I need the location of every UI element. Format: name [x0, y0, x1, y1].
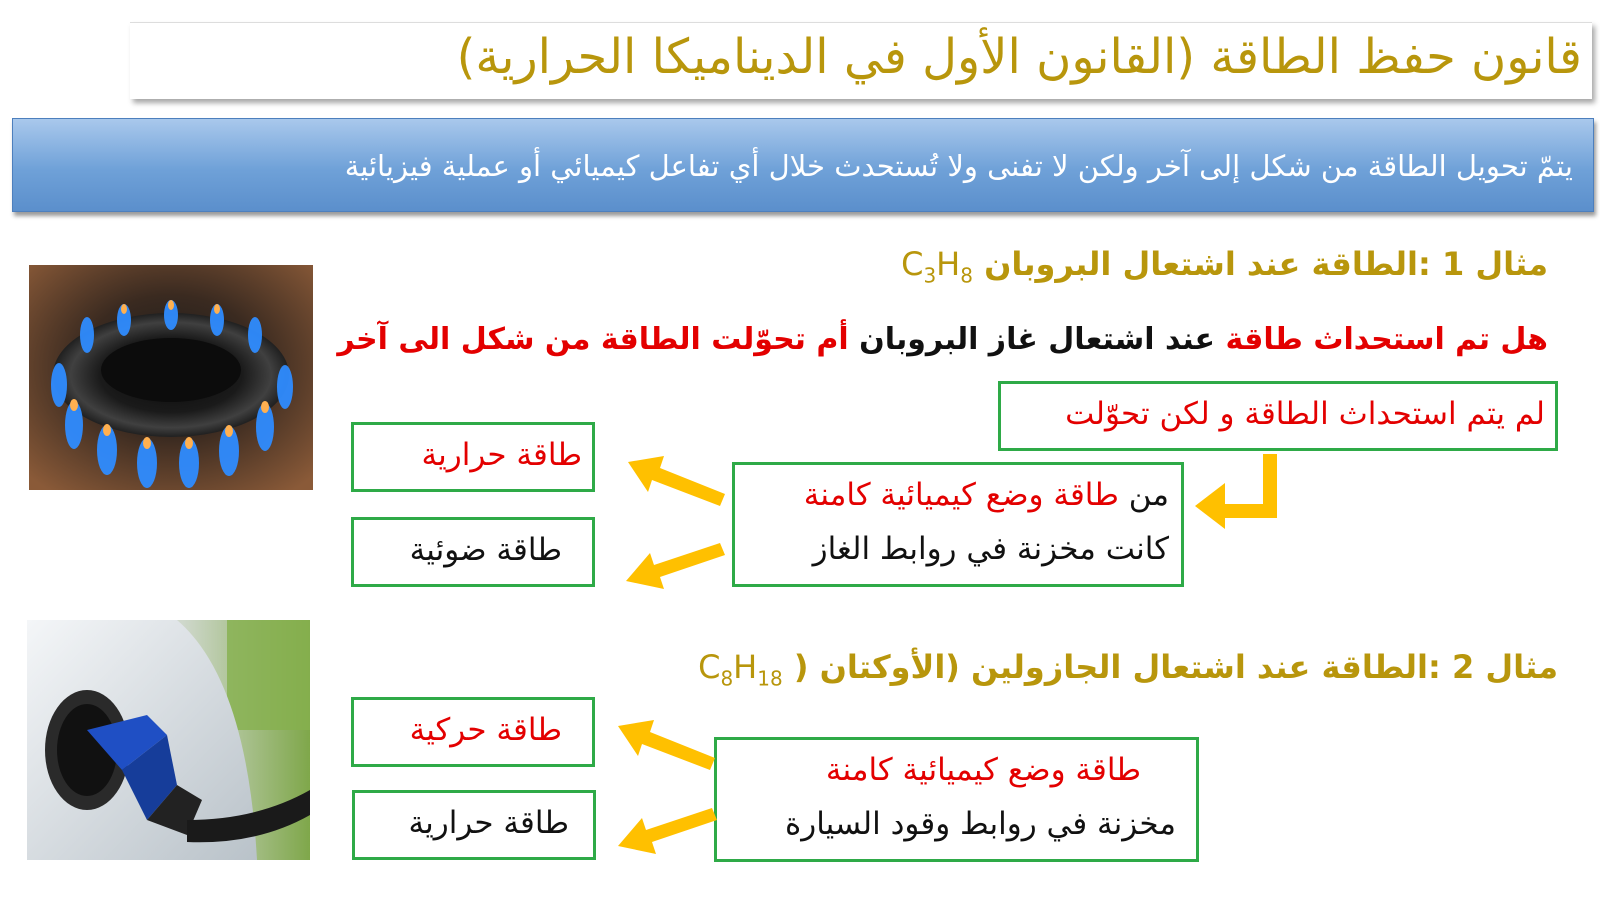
elbow-arrow-icon	[1195, 454, 1285, 529]
example1-heading	[901, 245, 1548, 287]
title-box	[130, 22, 1592, 99]
example2-heading	[698, 648, 1558, 690]
example2-colon: :	[1428, 648, 1441, 686]
arrow-to-heat-icon	[620, 448, 730, 518]
heat-energy-box: طاقة حرارية	[351, 422, 595, 492]
car-fuel-nozzle-photo	[27, 620, 310, 860]
example1-source-box: من طاقة وضع كيميائية كامنة كانت مخزنة في روابط الغاز	[732, 462, 1184, 587]
kinetic-energy-box: طاقة حركية	[351, 697, 595, 767]
example1-label: مثال 1	[1441, 245, 1548, 283]
heat-energy-box-2: طاقة حرارية	[352, 790, 596, 860]
law-statement: يتمّ تحويل الطاقة من شكل إلى آخر ولكن لا تفنى ولا تُستحدث خلال أي تفاعل كيميائي أو عملية فيزيائية	[344, 149, 1573, 183]
example2-source-box: طاقة وضع كيميائية كامنة مخزنة في روابط وقود السيارة	[714, 737, 1199, 862]
arrow-to-kinetic-icon	[610, 712, 720, 782]
example2-text: الطاقة عند اشتعال الجازولين (الأوكتان	[819, 648, 1428, 686]
example1-text: الطاقة عند اشتعال البروبان	[984, 245, 1418, 283]
octane-formula: $C_8H_{18}$ )	[698, 648, 809, 691]
arrow-to-heat2-icon	[612, 800, 722, 860]
example1-colon: :	[1418, 245, 1431, 283]
example1-question: هل تم استحداث طاقة عند اشتعال غاز البروبان أم تحوّلت الطاقة من شكل الى آخر	[337, 322, 1548, 357]
arrow-to-light-icon	[620, 535, 730, 595]
example2-label: مثال 2	[1451, 648, 1558, 686]
page-title: قانون حفظ الطاقة (القانون الأول في الديناميكا الحرارية)	[456, 29, 1582, 85]
light-energy-box: طاقة ضوئية	[351, 517, 595, 587]
propane-formula: $C_3H_8$	[901, 245, 973, 288]
law-banner	[12, 118, 1594, 212]
answer-box: لم يتم استحداث الطاقة و لكن تحوّلت	[998, 381, 1558, 451]
gas-stove-flame-photo	[29, 265, 313, 490]
